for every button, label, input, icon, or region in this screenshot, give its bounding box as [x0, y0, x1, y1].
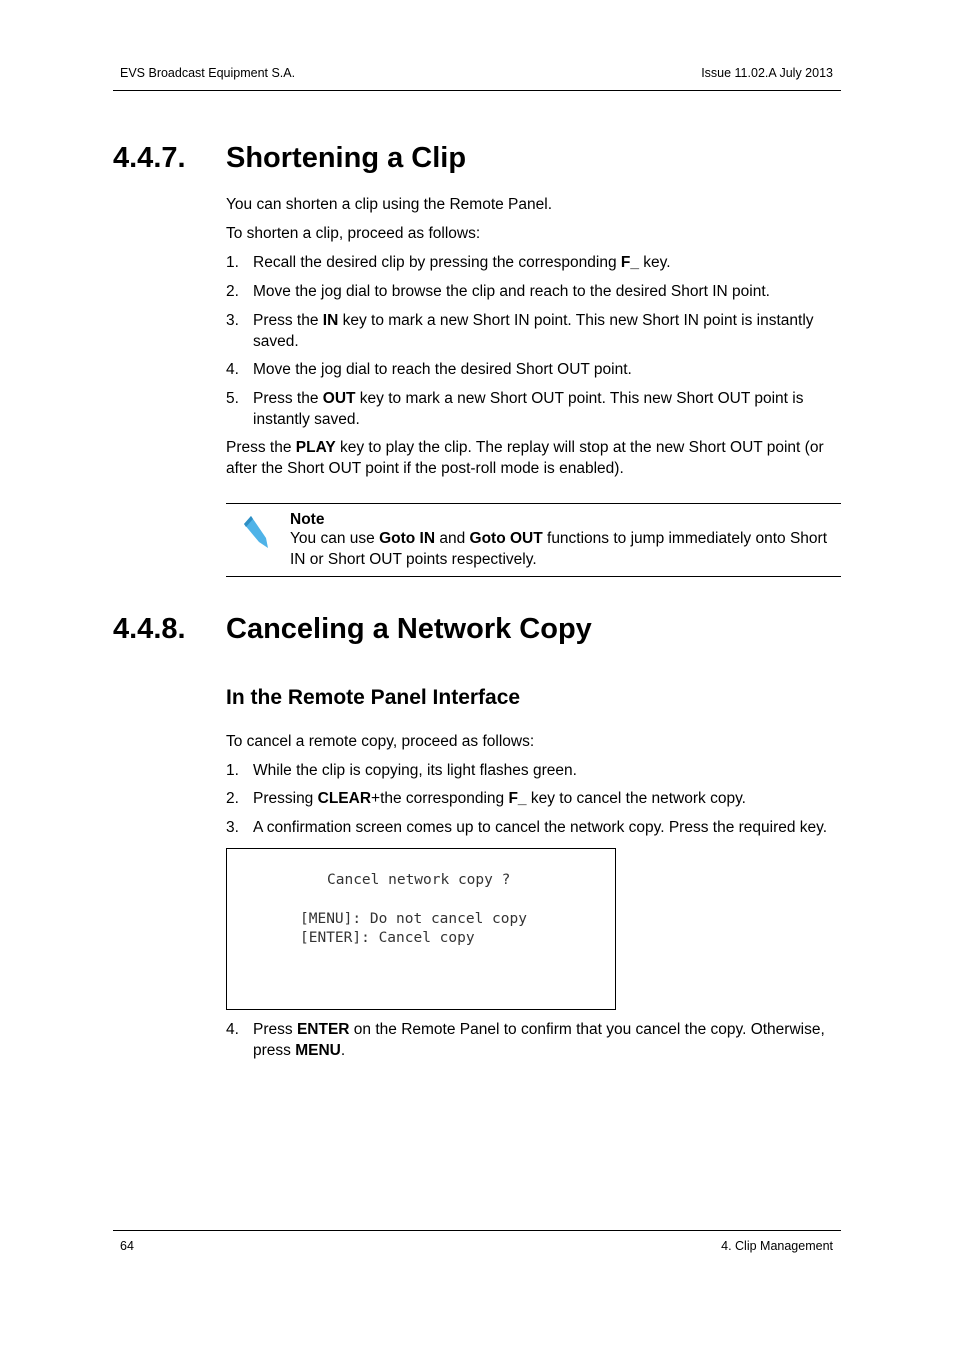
text: Press the — [253, 312, 323, 329]
paragraph: To cancel a remote copy, proceed as follows: — [226, 733, 535, 750]
text: key to cancel the network copy. — [526, 790, 746, 807]
section-number: 4.4.7. — [113, 142, 186, 174]
text: key to play the clip. The replay will stop at the new Short OUT point (or after the Short OUT point if the post-roll mode is enabled). — [226, 439, 824, 477]
note-body — [290, 528, 838, 570]
text: key to mark a new Short OUT point. This new Short OUT point is instantly saved. — [253, 390, 804, 428]
key-name: F_ — [620, 254, 639, 271]
text: Press — [253, 1021, 297, 1038]
list-number: 3. — [226, 312, 239, 329]
text: on the Remote Panel to confirm that you cancel the copy. Otherwise, press — [253, 1021, 825, 1059]
text: Recall the desired clip by pressing the corresponding — [253, 254, 621, 271]
page-header — [113, 66, 841, 91]
list-number: 2. — [226, 283, 239, 300]
header-issue: Issue 11.02.A July 2013 — [701, 66, 833, 80]
page-number: 64 — [120, 1239, 134, 1253]
text: While the clip is copying, its light flashes green. — [253, 762, 577, 779]
section-number: 4.4.8. — [113, 613, 186, 645]
text: A confirmation screen comes up to cancel the network copy. Press the required key. — [253, 819, 828, 836]
section-title: Canceling a Network Copy — [226, 613, 592, 645]
list-number: 4. — [226, 361, 239, 378]
key-name: PLAY — [295, 439, 336, 456]
list-number: 4. — [226, 1021, 239, 1038]
text: You can use — [290, 530, 380, 547]
screen-line: [MENU]: Do not cancel copy — [300, 911, 527, 927]
header-company: EVS Broadcast Equipment S.A. — [120, 66, 296, 80]
text: key to mark a new Short IN point. This new Short IN point is instantly saved. — [253, 312, 814, 350]
list-number: 5. — [226, 390, 239, 407]
key-name: IN — [322, 312, 339, 329]
key-name: ENTER — [296, 1021, 350, 1038]
paragraph: To shorten a clip, proceed as follows: — [226, 225, 481, 242]
text: and — [435, 530, 470, 547]
text: Press the — [226, 439, 296, 456]
list-number: 2. — [226, 790, 239, 807]
note-title: Note — [290, 511, 325, 528]
function-name: Goto IN — [379, 530, 436, 547]
section-title: Shortening a Clip — [226, 142, 467, 174]
text: functions to jump immediately onto Short IN or Short OUT points respectively. — [290, 530, 828, 568]
screen-line: [ENTER]: Cancel copy — [300, 930, 475, 946]
key-name: OUT — [322, 390, 356, 407]
text: Pressing — [253, 790, 318, 807]
screen-line: Cancel network copy ? — [327, 872, 511, 888]
page-footer — [113, 1230, 841, 1253]
text: Move the jog dial to browse the clip and reach to the desired Short IN point. — [253, 283, 770, 300]
text: Move the jog dial to reach the desired Short OUT point. — [253, 361, 632, 378]
key-name: F_ — [508, 790, 527, 807]
text: Press the — [253, 390, 323, 407]
note-box — [226, 503, 841, 577]
subsection-heading: In the Remote Panel Interface — [226, 686, 521, 709]
key-name: CLEAR — [317, 790, 372, 807]
chapter-name: 4. Clip Management — [721, 1239, 833, 1253]
key-name: MENU — [295, 1042, 341, 1059]
text: key. — [639, 254, 671, 271]
pen-icon — [242, 512, 276, 552]
list-number: 1. — [226, 254, 239, 271]
list-number: 1. — [226, 762, 239, 779]
paragraph: You can shorten a clip using the Remote Panel. — [226, 196, 552, 213]
text: . — [340, 1042, 346, 1059]
remote-panel-screen — [226, 848, 616, 1010]
function-name: Goto OUT — [469, 530, 543, 547]
paragraph — [226, 437, 836, 479]
text: +the corresponding — [371, 790, 509, 807]
list-number: 3. — [226, 819, 239, 836]
